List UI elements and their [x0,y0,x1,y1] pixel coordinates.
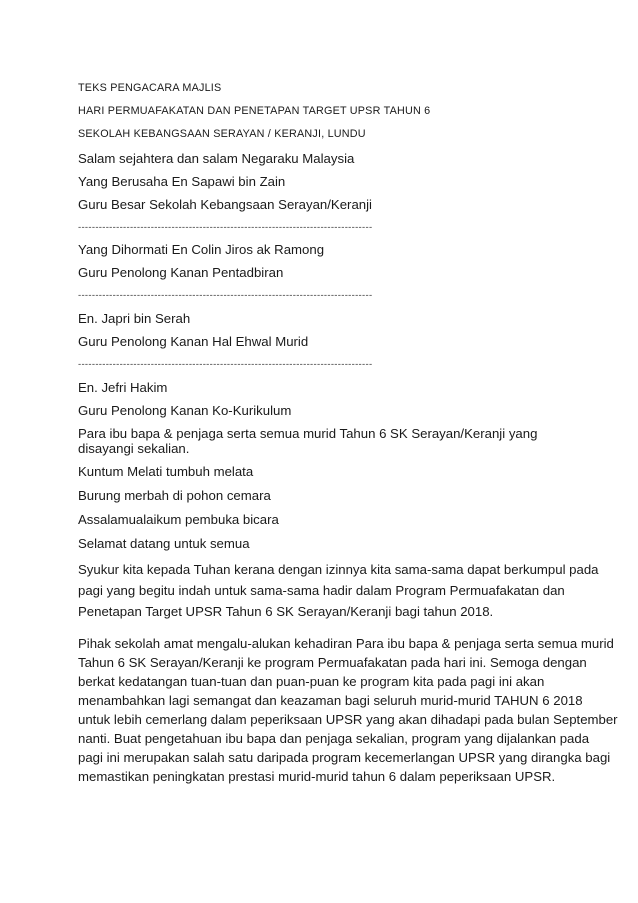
paragraph-line: nanti. Buat pengetahuan ibu bapa dan penjaga sekalian, program yang dijalankan pada [78,731,590,746]
dignitary-3-name: En. Japri bin Serah [78,311,191,326]
header-line-3: SEKOLAH KEBANGSAAN SERAYAN / KERANJI, LUNDU [78,128,366,140]
dignitary-2-title: Guru Penolong Kanan Pentadbiran [78,265,284,280]
separator-3: ------------------------------------------------------------------------------------- [78,359,373,370]
paragraph-line: pagi yang begitu indah untuk sama-sama hadir dalam Program Permuafakatan dan [78,583,565,598]
paragraph-line: pagi ini merupakan salah satu daripada program kecemerlangan UPSR yang dirangka bagi [78,750,611,765]
pantun-line-1: Kuntum Melati tumbuh melata [78,464,254,479]
opening-paragraph [78,559,599,622]
paragraph-line: untuk lebih cemerlang dalam peperiksaan UPSR yang akan dihadapi pada bulan September [78,712,618,727]
dignitary-2-name: Yang Dihormati En Colin Jiros ak Ramong [78,242,325,257]
dignitary-1-name: Yang Berusaha En Sapawi bin Zain [78,174,286,189]
separator-1: ------------------------------------------------------------------------------------- [78,222,373,233]
dignitary-1-title: Guru Besar Sekolah Kebangsaan Serayan/Keranji [78,197,372,212]
header-line-2: HARI PERMUAFAKATAN DAN PENETAPAN TARGET UPSR TAHUN 6 [78,105,431,117]
dignitary-4-name: En. Jefri Hakim [78,380,168,395]
paragraph-line: memastikan peningkatan prestasi murid-murid tahun 6 dalam peperiksaan UPSR. [78,769,556,784]
header-line-1: TEKS PENGACARA MAJLIS [78,82,222,94]
greeting: Salam sejahtera dan salam Negaraku Malaysia [78,151,355,166]
separator-2: ------------------------------------------------------------------------------------- [78,290,373,301]
dignitary-4-title: Guru Penolong Kanan Ko-Kurikulum [78,403,292,418]
paragraph-line: Syukur kita kepada Tuhan kerana dengan izinnya kita sama-sama dapat berkumpul pada [78,562,599,577]
paragraph-line: Pihak sekolah amat mengalu-alukan kehadiran Para ibu bapa & penjaga serta semua murid [78,636,614,651]
pantun-line-3: Assalamualaikum pembuka bicara [78,512,279,527]
parents-greeting: Para ibu bapa & penjaga serta semua murid Tahun 6 SK Serayan/Keranji yang disayangi sekalian. [78,426,538,456]
welcome-paragraph [78,634,618,786]
paragraph-line: menambahkan lagi semangat dan keazaman bagi seluruh murid-murid TAHUN 6 2018 [78,693,583,708]
dignitary-3-title: Guru Penolong Kanan Hal Ehwal Murid [78,334,309,349]
paragraph-line: Tahun 6 SK Serayan/Keranji ke program Permuafakatan pada hari ini. Semoga dengan [78,655,587,670]
pantun-line-4: Selamat datang untuk semua [78,536,250,551]
pantun-line-2: Burung merbah di pohon cemara [78,488,271,503]
paragraph-line: Penetapan Target UPSR Tahun 6 SK Serayan/Keranji bagi tahun 2018. [78,604,494,619]
paragraph-line: berkat kedatangan tuan-tuan dan puan-puan ke program kita pada pagi ini akan [78,674,545,689]
